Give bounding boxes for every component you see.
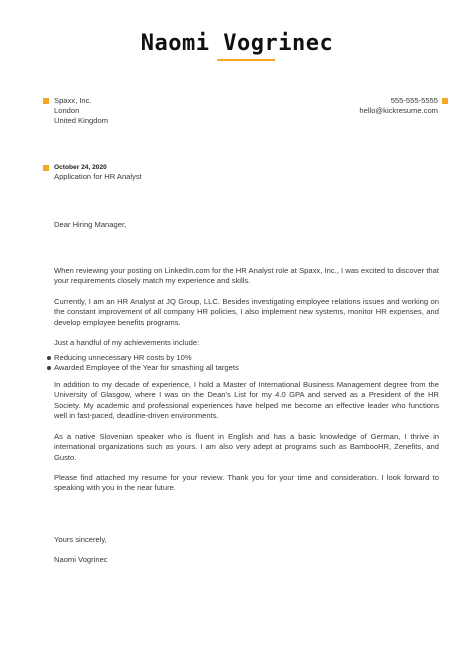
- contact-marker-icon: [442, 98, 448, 104]
- achievement-item-2: Awarded Employee of the Year for smashing all targets: [54, 363, 239, 372]
- letter-date: October 24, 2020: [54, 164, 107, 171]
- achievement-item-1: Reducing unnecessary HR costs by 10%: [54, 353, 192, 362]
- name-underline-accent: [217, 59, 275, 61]
- bullet-marker-icon: [47, 356, 51, 360]
- body-paragraph-2: Currently, I am an HR Analyst at JQ Group, LLC. Besides investigating employee relations issues and working on the constant improvement of all company HR policies, I also implement new systems, monitor HR expenses, and develop employee benefits programs.: [54, 297, 439, 327]
- sender-country: United Kingdom: [54, 116, 109, 125]
- body-paragraph-6: Please find attached my resume for your review. Thank you for your time and consideration. I look forward to speaking with you in the near future.: [54, 473, 439, 493]
- body-paragraph-5: As a native Slovenian speaker who is fluent in English and has a basic knowledge of German, I thrive in international organizations such as yours. I am also very adept at programs such as BambooHR, Zenefits, and Gusto.: [54, 432, 439, 462]
- bullet-marker-icon: [47, 366, 51, 370]
- contact-phone: 555-555-5555: [390, 96, 438, 105]
- sender-company: Spaxx, Inc.: [54, 96, 92, 105]
- body-paragraph-1: When reviewing your posting on LinkedIn.com for the HR Analyst role at Spaxx, Inc., I was excited to discover that your requirements closely match my experience and skills.: [54, 266, 439, 286]
- contact-email: hello@kickresume.com: [359, 106, 438, 115]
- date-marker-icon: [43, 165, 49, 171]
- sender-city: London: [54, 106, 80, 115]
- signature-name: Naomi Vogrinec: [54, 555, 108, 564]
- closing: Yours sincerely,: [54, 535, 107, 544]
- sender-marker-icon: [43, 98, 49, 104]
- applicant-name: Naomi Vogrinec: [140, 31, 334, 56]
- body-paragraph-3: Just a handful of my achievements include:: [54, 338, 200, 347]
- salutation: Dear Hiring Manager,: [54, 220, 127, 229]
- body-paragraph-4: In addition to my decade of experience, I hold a Master of International Business Management degree from the University of Glasgow, where I was on the Dean's List for my 4.0 GPA and served as a President of the HR Society. My academic and professional experiences have helped me become an effective leader who functions well in fast-paced, deadline-driven environments.: [54, 380, 439, 421]
- letter-subject: Application for HR Analyst: [54, 172, 142, 181]
